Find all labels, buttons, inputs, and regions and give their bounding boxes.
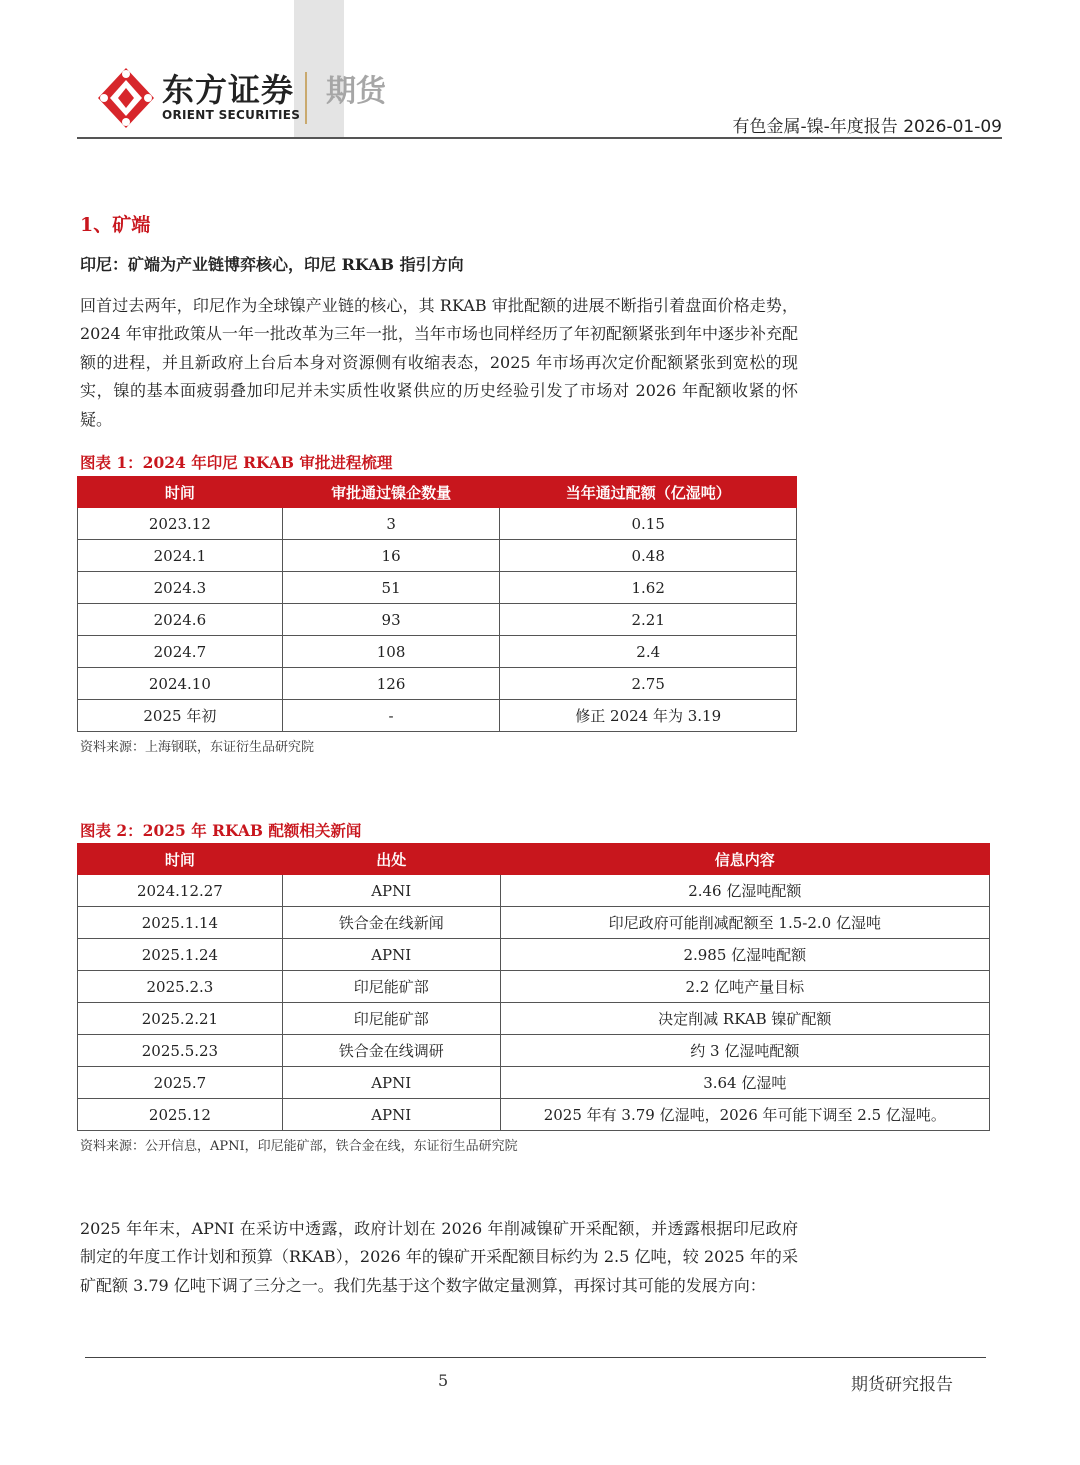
table-cell: APNI: [282, 875, 500, 907]
table-header: 审批通过镍企数量: [282, 477, 500, 508]
paragraph-intro: 回首过去两年，印尼作为全球镍产业链的核心，其 RKAB 审批配额的进展不断指引着盘面价格走势，2024 年审批政策从一年一批改革为三年一批，当年市场也同样经历了年初配额紧张到年中逐步补充配额的进程，并且新政府上台后本身对资源侧有收缩表态，2025 年市场再次定价配额紧张到宽松的现实，镍的基本面疲弱叠加印尼并未实质性收紧供应的历史经验引发了市场对 2026 年配额收紧的怀疑。: [80, 296, 798, 429]
section-title: 1、矿端: [80, 214, 151, 236]
footer-label: 期货研究报告: [851, 1375, 953, 1395]
table-cell: 2025.2.21: [78, 1003, 283, 1035]
table-cell: 3: [282, 508, 500, 540]
table-header: 出处: [282, 844, 500, 875]
table-cell: APNI: [282, 1067, 500, 1099]
table-cell: 2024.12.27: [78, 875, 283, 907]
table-row: [78, 907, 990, 939]
table-cell: 108: [282, 636, 500, 668]
table-row: [78, 1067, 990, 1099]
table-cell: 2.985 亿湿吨配额: [500, 939, 989, 971]
table-row: [78, 939, 990, 971]
logo-text-cn: 东方证券: [162, 71, 295, 109]
table-cell: 2025.1.24: [78, 939, 283, 971]
table-row: [78, 540, 797, 572]
table-cell: 16: [282, 540, 500, 572]
table-cell: APNI: [282, 939, 500, 971]
table-cell: 印尼能矿部: [282, 1003, 500, 1035]
table-cell: APNI: [282, 1099, 500, 1131]
logo-subtitle: 期货: [326, 74, 386, 109]
sub-heading: 印尼：矿端为产业链博弈核心，印尼 RKAB 指引方向: [80, 255, 464, 274]
table-cell: 126: [282, 668, 500, 700]
table-cell: 3.64 亿湿吨: [500, 1067, 989, 1099]
paragraph-conclusion: 2025 年年末，APNI 在采访中透露，政府计划在 2026 年削减镍矿开采配额，并透露根据印尼政府制定的年度工作计划和预算（RKAB），2026 年的镍矿开采配额目标约为 2.5 亿吨，较 2025 年的采矿配额 3.79 亿吨下调了三分之一。我们先基于这个数字做定量测算，再探讨其可能的发展方向：: [80, 1219, 798, 1295]
header-band: [294, 0, 344, 138]
table-row: [78, 1099, 990, 1131]
table-cell: 修正 2024 年为 3.19: [500, 700, 797, 732]
table-row: [78, 636, 797, 668]
table-cell: 1.62: [500, 572, 797, 604]
table-cell: 2.21: [500, 604, 797, 636]
footer-rule: [85, 1357, 986, 1358]
table-cell: 2023.12: [78, 508, 283, 540]
table-cell: 2025 年初: [78, 700, 283, 732]
table-header: 当年通过配额（亿湿吨）: [500, 477, 797, 508]
table-cell: 2024.3: [78, 572, 283, 604]
table-row: [78, 1035, 990, 1067]
table-cell: 2025.7: [78, 1067, 283, 1099]
table-cell: 0.15: [500, 508, 797, 540]
table-row: [78, 668, 797, 700]
table-cell: 铁合金在线调研: [282, 1035, 500, 1067]
table-cell: 决定削减 RKAB 镍矿配额: [500, 1003, 989, 1035]
table-cell: 2025.5.23: [78, 1035, 283, 1067]
table-cell: 印尼政府可能削减配额至 1.5-2.0 亿湿吨: [500, 907, 989, 939]
table-cell: 51: [282, 572, 500, 604]
table-header: 时间: [78, 477, 283, 508]
table-cell: 2.2 亿吨产量目标: [500, 971, 989, 1003]
table-cell: 约 3 亿湿吨配额: [500, 1035, 989, 1067]
page-number: 5: [438, 1371, 449, 1390]
table-header: 信息内容: [500, 844, 989, 875]
table-header: 时间: [78, 844, 283, 875]
report-info: 有色金属-镍-年度报告 2026-01-09: [732, 117, 1002, 137]
table-1-source: 资料来源：上海钢联，东证衍生品研究院: [80, 740, 315, 755]
table-cell: 0.48: [500, 540, 797, 572]
table-row: [78, 604, 797, 636]
table-cell: 2024.10: [78, 668, 283, 700]
table-cell: 2025.12: [78, 1099, 283, 1131]
header-rule: [77, 137, 1002, 139]
table-2-source: 资料来源：公开信息，APNI，印尼能矿部，铁合金在线，东证衍生品研究院: [80, 1139, 518, 1154]
figure-1-title: 图表 1：2024 年印尼 RKAB 审批进程梳理: [80, 453, 393, 472]
table-cell: 2025 年有 3.79 亿湿吨，2026 年可能下调至 2.5 亿湿吨。: [500, 1099, 989, 1131]
figure-2-title: 图表 2：2025 年 RKAB 配额相关新闻: [80, 821, 362, 840]
table-cell: 2025.2.3: [78, 971, 283, 1003]
table-cell: 2.46 亿湿吨配额: [500, 875, 989, 907]
table-row: [78, 508, 797, 540]
table-cell: 2.75: [500, 668, 797, 700]
logo-text-en: ORIENT SECURITIES: [162, 108, 301, 122]
table-cell: 93: [282, 604, 500, 636]
table-row: [78, 572, 797, 604]
table-row: [78, 1003, 990, 1035]
table-row: [78, 875, 990, 907]
orient-securities-logo-icon: [98, 68, 154, 128]
table-cell: 2024.1: [78, 540, 283, 572]
logo-divider: [305, 72, 307, 124]
rkab-approval-table: [77, 476, 797, 732]
table-row: [78, 700, 797, 732]
table-cell: 2025.1.14: [78, 907, 283, 939]
table-cell: 印尼能矿部: [282, 971, 500, 1003]
table-cell: 2024.6: [78, 604, 283, 636]
table-cell: 2.4: [500, 636, 797, 668]
table-cell: 2024.7: [78, 636, 283, 668]
table-row: [78, 971, 990, 1003]
rkab-news-table: [77, 843, 990, 1131]
table-cell: -: [282, 700, 500, 732]
table-cell: 铁合金在线新闻: [282, 907, 500, 939]
